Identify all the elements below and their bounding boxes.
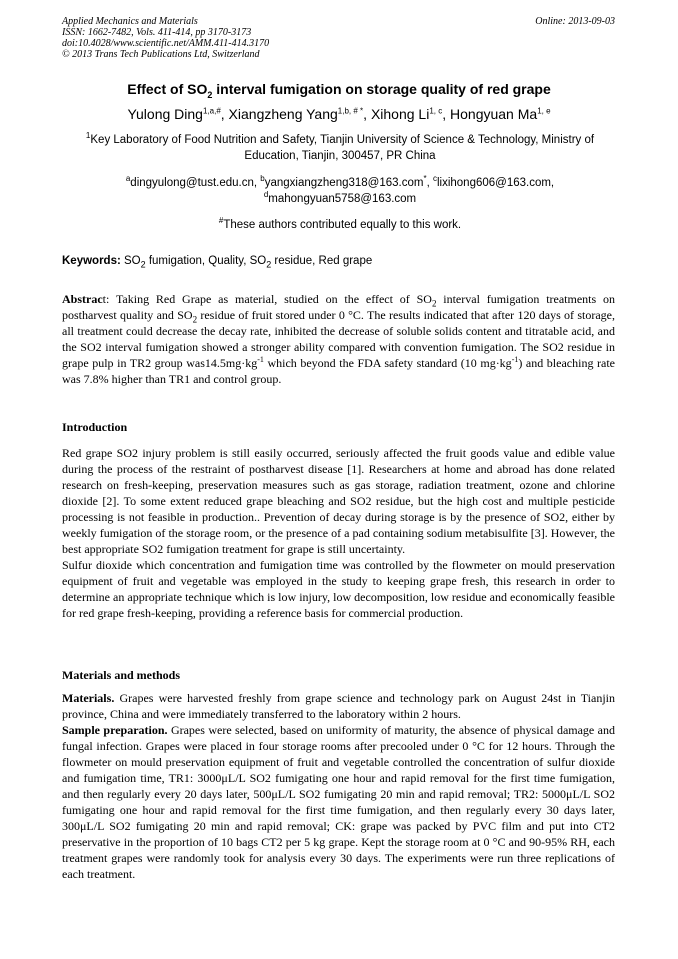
- equal-contribution-note: [62, 216, 618, 231]
- email-d: mahongyuan5758@163.com: [268, 193, 417, 205]
- author-sep: ,: [363, 106, 371, 122]
- sample-label: Sample preparation.: [62, 723, 168, 737]
- issn-line: ISSN: 1662-7482, Vols. 411-414, pp 3170-3173: [62, 27, 252, 38]
- online-date: Online: 2013-09-03: [535, 16, 615, 27]
- doi-line: doi:10.4028/www.scientific.net/AMM.411-414.3170: [62, 38, 270, 49]
- header-left: [62, 16, 269, 60]
- sample-paragraph: [62, 722, 615, 882]
- introduction-heading: Introduction: [62, 420, 128, 434]
- affiliation: [62, 132, 618, 164]
- author-sup: 1,a,#: [202, 106, 221, 116]
- author-sep: ,: [442, 106, 451, 122]
- materials-text: Grapes were harvested freshly from grape science and technology park on August 24st in Tianjin province, China and were immediately transferred to the laboratory within 2 hours.: [62, 691, 615, 721]
- author-name: Hongyuan Ma: [450, 106, 538, 122]
- abstract-sup: -1: [511, 355, 519, 364]
- author-list: [0, 106, 678, 122]
- paper-title: [0, 81, 678, 100]
- email-a: dingyulong@tust.edu.cn,: [130, 177, 261, 189]
- author-sup: 1, e: [537, 106, 551, 116]
- abstract-text: ) and bleaching rate was 7.8% higher than TR1 and control group.: [62, 356, 615, 386]
- title-pre: Effect of SO: [127, 81, 208, 97]
- introduction-body: [62, 445, 615, 621]
- author-sup: 1, c: [429, 106, 443, 116]
- equal-sup: #: [218, 216, 224, 226]
- author-name: Yulong Ding: [127, 106, 203, 122]
- author-sep: ,: [220, 106, 229, 122]
- author-name: Xiangzheng Yang: [228, 106, 338, 122]
- email-sup: b: [260, 174, 265, 184]
- corresponding-mark: *: [423, 174, 427, 184]
- email-b: yangxiangzheng318@163.com: [264, 177, 424, 189]
- abstract-text: t: Taking Red Grape as material, studied on the effect of SO: [102, 292, 432, 306]
- email-sup: c: [432, 174, 437, 184]
- abstract-sub: 2: [431, 298, 437, 309]
- journal-name: Applied Mechanics and Materials: [62, 16, 198, 27]
- email-sup: a: [125, 174, 131, 184]
- abstract-label: Abstrac: [62, 292, 103, 306]
- materials-label: Materials.: [62, 691, 115, 705]
- keyword-text: residue, Red grape: [271, 255, 373, 267]
- affiliation-text: Key Laboratory of Food Nutrition and Safety, Tianjin University of Science & Technology, Ministry of Education, Tianjin, 300457, PR China: [90, 134, 595, 162]
- abstract-text: residue of fruit stored under 0 °C. The results indicated that after 120 days of storage, all treatment could decrease the decay rate, inhibited the decrease of soluble solids content and titratable acid, and the SO2 interval fumigation showed a stronger ability compared with convention fumigation. The SO2 residue in grape pulp in TR2 group was14.5mg·kg: [62, 308, 615, 370]
- author-name: Xihong Li: [370, 106, 430, 122]
- methods-body: [62, 690, 615, 882]
- methods-heading: Materials and methods: [62, 668, 180, 682]
- keywords: [62, 255, 373, 270]
- affiliation-sup: 1: [85, 131, 91, 141]
- author-emails: [62, 175, 618, 207]
- sample-text: Grapes were selected, based on uniformity of maturity, the absence of physical damage and fungal infection. Grapes were placed in four storage rooms after precooled under 0 °C for 12 hours. Through the flowmeter on mould preservation equipment of fruit and vegetable controlled the concentration of sulfur dioxide and fumigation time, TR1: 3000μL/L SO2 fumigating one hour and rapid removal for the first time fumigation, and then regularly every 20 days later, 500μL/L SO2 fumigating 20 min and rapid removal; TR2: 5000μL/L SO2 fumigating one hour and rapid removal for the first time fumigation, and then regularly every 30 days later, 300μL/L SO2 fumigating 20 min and rapid removal; CK: grape was packed by PVC film and put into CT2 preservative in the proportion of 10 bags CT2 per 5 kg grape. Kept the storage room at 0 °C and 90-95% RH, each treatment grapes were randomly took for analysis every 30 days. The experiments were run three replications of each treatment.: [62, 723, 615, 881]
- email-sep: ,: [426, 177, 433, 189]
- keywords-label: Keywords:: [62, 255, 121, 267]
- title-post: interval fumigation on storage quality of red grape: [212, 81, 551, 97]
- keyword-sub: 2: [266, 259, 272, 270]
- abstract-text: interval fumigation treatments on postharvest quality and SO: [62, 292, 615, 322]
- introduction-paragraph: Red grape SO2 injury problem is still easily occurred, seriously affected the fruit goods value and edible value during the process of the restraint of postharvest disease [1]. Researchers at home and abroad has done related research on fresh-keeping, preservation measures such as gas storage, radiation treatment, ozone and chlorine dioxide [2]. To some extent reduced grape bleaching and SO2 residue, but the high cost and multiple pesticide processing is not feasible in production.. Prevention of decay during storage is by the presence of SO2, either by weekly fumigation of the storage room, or the presence of a pad containing sodium metabisulfite [3]. However, the best appropriate SO2 fumigation treatment for grape is still uncertainty.: [62, 446, 615, 556]
- materials-paragraph: [62, 690, 615, 722]
- abstract: [62, 291, 615, 387]
- copyright-line: © 2013 Trans Tech Publications Ltd, Switzerland: [62, 49, 260, 60]
- abstract-sup: -1: [257, 355, 264, 364]
- keyword-text: SO: [120, 255, 141, 267]
- equal-text: These authors contributed equally to this work.: [223, 219, 462, 231]
- author-sup: 1,b, # *: [337, 106, 364, 116]
- abstract-sub: 2: [192, 314, 198, 325]
- abstract-text: which beyond the FDA safety standard (10 mg·kg: [263, 356, 512, 370]
- email-sup: d: [263, 190, 269, 200]
- keyword-text: fumigation, Quality, SO: [145, 255, 267, 267]
- introduction-paragraph: Sulfur dioxide which concentration and fumigation time was controlled by the flowmeter on mould preservation equipment of fruit and vegetable was employed in the study to keeping grape fresh, this research in order to determine an appropriate technique which is low injury, low decomposition, low residue and economically feasible for red grape fresh-keeping, providing a reference basis for commercial production.: [62, 558, 615, 620]
- title-sub: 2: [207, 89, 213, 100]
- keyword-sub: 2: [140, 259, 146, 270]
- email-c: lixihong606@163.com,: [436, 177, 555, 189]
